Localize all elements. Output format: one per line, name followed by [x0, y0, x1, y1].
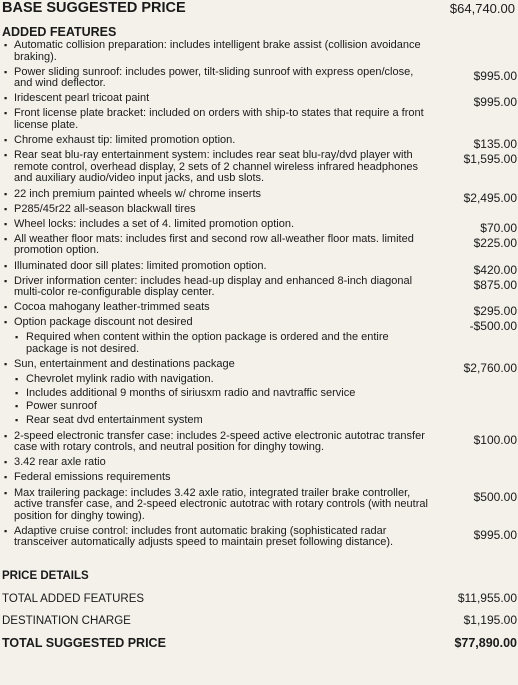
- feature-sub-list: [14, 332, 430, 355]
- total-added-features-label: TOTAL ADDED FEATURES: [2, 593, 145, 606]
- feature-price: $225.00: [473, 235, 517, 250]
- feature-text: Front license plate bracket: included on orders with ship-to states that require a front license plate.: [14, 107, 424, 132]
- destination-charge-label: DESTINATION CHARGE: [2, 615, 131, 628]
- feature-item: [0, 301, 518, 319]
- feature-item: [0, 134, 518, 152]
- feature-text: Max trailering package: includes 3.42 axle ratio, integrated trailer brake controller, active transfer case, and 2-speed electronic autotrac with rotary controls (with neutral position for dinghy towing).: [14, 486, 428, 522]
- feature-sub-item: ▪ Rear seat dvd entertainment system: [14, 415, 430, 427]
- feature-price: $500.00: [473, 489, 517, 504]
- feature-item: [0, 67, 518, 90]
- feature-text: Chrome exhaust tip: limited promotion option.: [14, 134, 236, 147]
- base-price-row: [0, 0, 518, 17]
- feature-text: Rear seat blu-ray entertainment system: includes rear seat blu-ray/dvd player with remote control, overhead display, 2 sets of 2 channel wireless infrared headphones and auxiliary audio/video input jacks, and usb slots.: [14, 149, 418, 185]
- total-added-features-value: $11,955.00: [457, 591, 517, 606]
- feature-price: $995.00: [473, 527, 517, 542]
- feature-price: $2,760.00: [463, 361, 517, 376]
- feature-text: All weather floor mats: includes first and second row all-weather floor mats. limited promotion option.: [14, 232, 414, 257]
- feature-text: 3.42 rear axle ratio: [14, 456, 106, 469]
- feature-price: -$500.00: [469, 319, 517, 334]
- feature-text: Option package discount not desired: [14, 316, 193, 329]
- feature-text: Adaptive cruise control: includes front automatic braking (sophisticated radar transceiver automatically adjusts speed to maintain preset following distance).: [14, 524, 394, 549]
- feature-item: [0, 488, 518, 523]
- feature-price: $295.00: [473, 304, 517, 319]
- destination-charge-value: $1,195.00: [463, 613, 517, 628]
- feature-item: [0, 317, 518, 355]
- total-suggested-price-row: [0, 627, 518, 650]
- feature-price: $995.00: [473, 68, 517, 83]
- feature-sub-list: [14, 374, 430, 427]
- feature-text: Federal emissions requirements: [14, 471, 171, 484]
- total-added-features-row: [0, 583, 518, 605]
- feature-sub-item: ▪ Chevrolet mylink radio with navigation.: [14, 374, 430, 386]
- feature-text: Automatic collision preparation: includes intelligent brake assist (collision avoidance braking).: [14, 39, 421, 63]
- total-suggested-price-value: $77,890.00: [454, 636, 517, 651]
- feature-list: [0, 40, 518, 549]
- feature-item: [0, 276, 518, 299]
- feature-price: $420.00: [473, 262, 517, 277]
- feature-price: $1,595.00: [463, 152, 517, 167]
- feature-item: [0, 234, 518, 257]
- feature-text: Wheel locks: includes a set of 4. limited promotion option.: [14, 217, 295, 230]
- feature-price: $135.00: [473, 137, 517, 152]
- feature-price: $2,495.00: [463, 190, 517, 205]
- added-features-heading: ADDED FEATURES: [2, 25, 117, 39]
- feature-text: Iridescent pearl tricoat paint: [14, 92, 150, 105]
- destination-charge-row: [0, 605, 518, 627]
- feature-sub-item: ▪ Includes additional 9 months of siriusxm radio and navtraffic service: [14, 388, 430, 400]
- feature-item: [0, 150, 518, 185]
- price-details-heading: PRICE DETAILS: [2, 570, 89, 583]
- base-price-label: BASE SUGGESTED PRICE: [2, 0, 186, 16]
- feature-text: Sun, entertainment and destinations package: [14, 358, 235, 371]
- base-price-value: $64,740.00: [449, 1, 515, 16]
- feature-item: [0, 259, 518, 277]
- feature-item: [0, 92, 518, 110]
- feature-price: $995.00: [473, 95, 517, 110]
- feature-text: Power sliding sunroof: includes power, tilt-sliding sunroof with express open/close, and wind deflector.: [14, 65, 414, 90]
- feature-text: Illuminated door sill plates: limited promotion option.: [14, 259, 267, 272]
- total-suggested-price-label: TOTAL SUGGESTED PRICE: [2, 636, 166, 651]
- feature-item: [0, 217, 518, 235]
- feature-item: [0, 40, 518, 63]
- feature-item: [0, 187, 518, 205]
- feature-sub-item: ▪ Power sunroof: [14, 401, 430, 413]
- feature-price: $70.00: [480, 220, 517, 235]
- feature-price: $875.00: [473, 277, 517, 292]
- feature-item: [0, 359, 518, 427]
- feature-item: [0, 431, 518, 454]
- feature-price: $100.00: [473, 432, 517, 447]
- feature-text: 22 inch premium painted wheels w/ chrome inserts: [14, 187, 262, 200]
- feature-text: Driver information center: includes head-up display and enhanced 8-inch diagonal multi-color re-configurable display center.: [14, 274, 413, 299]
- feature-text: 2-speed electronic transfer case: includes 2-speed active electronic autotrac transfer case with rotary controls, and neutral position for dinghy towing.: [14, 429, 425, 454]
- feature-item: [0, 457, 518, 469]
- feature-item: [0, 526, 518, 549]
- feature-item: [0, 204, 518, 216]
- feature-sub-item: ▪ Required when content within the option package is ordered and the entire package is not desired.: [14, 332, 430, 355]
- feature-text: Cocoa mahogany leather-trimmed seats: [14, 301, 210, 314]
- feature-text: P285/45r22 all-season blackwall tires: [14, 202, 196, 215]
- feature-item: [0, 108, 518, 131]
- feature-item: [0, 472, 518, 484]
